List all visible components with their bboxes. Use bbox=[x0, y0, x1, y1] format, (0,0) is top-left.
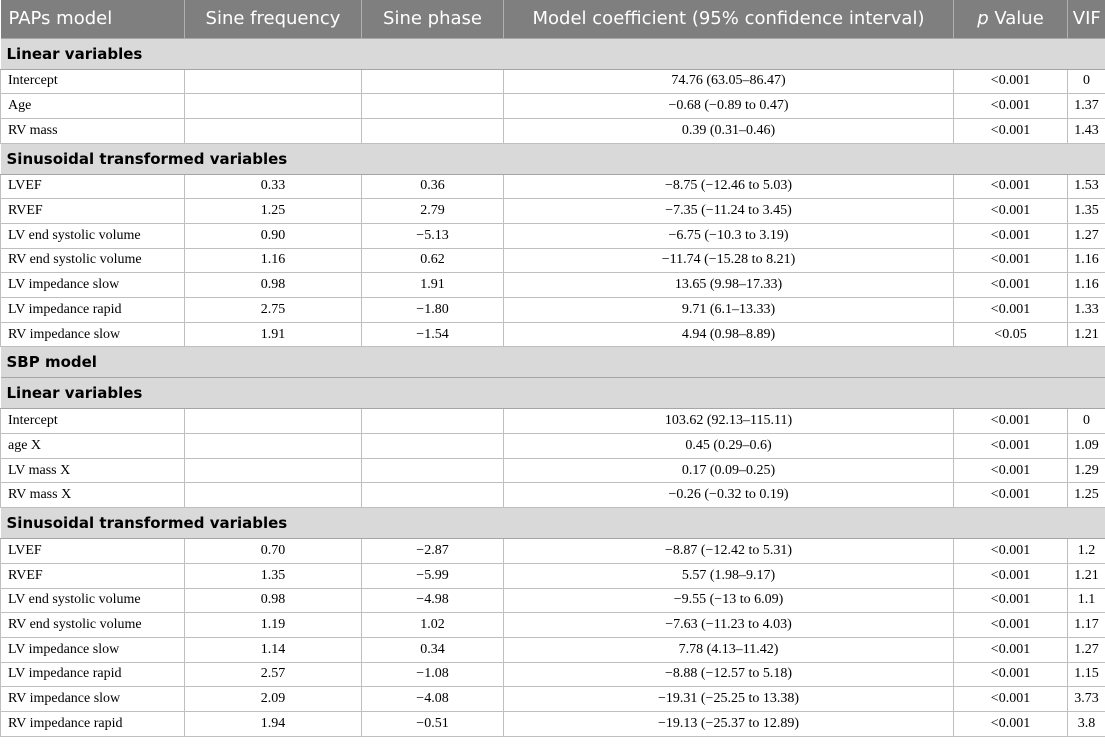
sine-frequency-cell: 1.94 bbox=[185, 711, 362, 736]
sine-phase-cell: 0.62 bbox=[362, 248, 504, 273]
p-value-cell: <0.001 bbox=[954, 458, 1068, 483]
sine-frequency-cell bbox=[185, 434, 362, 459]
sine-phase-cell bbox=[362, 483, 504, 508]
row-name-cell: LV impedance slow bbox=[1, 637, 185, 662]
sine-frequency-cell bbox=[185, 118, 362, 143]
vif-cell: 1.1 bbox=[1068, 588, 1105, 613]
row-name-cell: RV impedance slow bbox=[1, 322, 185, 347]
sine-phase-cell: 0.34 bbox=[362, 637, 504, 662]
table-row bbox=[1, 563, 1105, 588]
table-row bbox=[1, 539, 1105, 564]
row-name-cell: LV end systolic volume bbox=[1, 588, 185, 613]
table-row bbox=[1, 637, 1105, 662]
table-row bbox=[1, 458, 1105, 483]
sine-frequency-cell: 0.90 bbox=[185, 223, 362, 248]
section-header-row bbox=[1, 143, 1105, 174]
sine-phase-cell: −2.87 bbox=[362, 539, 504, 564]
table-row bbox=[1, 687, 1105, 712]
p-value-cell: <0.001 bbox=[954, 563, 1068, 588]
row-name-cell: RV mass bbox=[1, 118, 185, 143]
p-value-cell: <0.001 bbox=[954, 118, 1068, 143]
model-coefficient-cell: 103.62 (92.13–115.11) bbox=[504, 409, 954, 434]
sine-frequency-cell: 1.25 bbox=[185, 199, 362, 224]
sine-phase-cell bbox=[362, 434, 504, 459]
section-header-row bbox=[1, 347, 1105, 378]
sine-frequency-cell: 0.98 bbox=[185, 588, 362, 613]
sine-phase-cell: 1.02 bbox=[362, 613, 504, 638]
vif-cell: 1.21 bbox=[1068, 322, 1105, 347]
sine-frequency-cell bbox=[185, 483, 362, 508]
p-value-cell: <0.001 bbox=[954, 199, 1068, 224]
table-row bbox=[1, 588, 1105, 613]
sine-phase-cell: −1.54 bbox=[362, 322, 504, 347]
table-row bbox=[1, 69, 1105, 94]
model-coefficient-cell: −6.75 (−10.3 to 3.19) bbox=[504, 223, 954, 248]
model-coefficient-cell: −19.31 (−25.25 to 13.38) bbox=[504, 687, 954, 712]
vif-cell: 1.09 bbox=[1068, 434, 1105, 459]
row-name-cell: LVEF bbox=[1, 174, 185, 199]
sine-phase-cell: 1.91 bbox=[362, 273, 504, 298]
vif-cell: 1.21 bbox=[1068, 563, 1105, 588]
sine-phase-cell bbox=[362, 409, 504, 434]
p-value-cell: <0.001 bbox=[954, 711, 1068, 736]
sine-frequency-cell: 0.98 bbox=[185, 273, 362, 298]
vif-cell: 1.15 bbox=[1068, 662, 1105, 687]
section-title: Sinusoidal transformed variables bbox=[1, 143, 1105, 174]
row-name-cell: RVEF bbox=[1, 563, 185, 588]
p-value-cell: <0.001 bbox=[954, 483, 1068, 508]
header-model-coefficient: Model coefficient (95% confidence interval) bbox=[504, 0, 954, 38]
p-value-cell: <0.001 bbox=[954, 409, 1068, 434]
section-header-row bbox=[1, 378, 1105, 409]
row-name-cell: LVEF bbox=[1, 539, 185, 564]
section-title: Linear variables bbox=[1, 38, 1105, 69]
sine-frequency-cell: 1.19 bbox=[185, 613, 362, 638]
model-coefficient-cell: −9.55 (−13 to 6.09) bbox=[504, 588, 954, 613]
row-name-cell: LV impedance rapid bbox=[1, 298, 185, 323]
sine-phase-cell: −4.08 bbox=[362, 687, 504, 712]
table-row bbox=[1, 118, 1105, 143]
row-name-cell: RV impedance slow bbox=[1, 687, 185, 712]
table-row bbox=[1, 662, 1105, 687]
sine-frequency-cell: 1.35 bbox=[185, 563, 362, 588]
section-title: Linear variables bbox=[1, 378, 1105, 409]
header-p-value bbox=[954, 0, 1068, 38]
table-row bbox=[1, 199, 1105, 224]
model-coefficient-cell: 5.57 (1.98–9.17) bbox=[504, 563, 954, 588]
sine-phase-cell bbox=[362, 94, 504, 119]
model-coefficient-cell: −8.88 (−12.57 to 5.18) bbox=[504, 662, 954, 687]
model-coefficient-cell: −8.75 (−12.46 to 5.03) bbox=[504, 174, 954, 199]
model-coefficient-cell: 4.94 (0.98–8.89) bbox=[504, 322, 954, 347]
sine-phase-cell: −1.08 bbox=[362, 662, 504, 687]
p-value-cell: <0.001 bbox=[954, 273, 1068, 298]
model-coefficient-cell: −0.26 (−0.32 to 0.19) bbox=[504, 483, 954, 508]
sine-frequency-cell: 2.75 bbox=[185, 298, 362, 323]
vif-cell: 1.37 bbox=[1068, 94, 1105, 119]
row-name-cell: LV impedance slow bbox=[1, 273, 185, 298]
row-name-cell: RVEF bbox=[1, 199, 185, 224]
table-row bbox=[1, 223, 1105, 248]
header-p-rest: Value bbox=[988, 8, 1044, 30]
vif-cell: 1.27 bbox=[1068, 637, 1105, 662]
sine-phase-cell: −1.80 bbox=[362, 298, 504, 323]
model-coefficient-cell: −7.35 (−11.24 to 3.45) bbox=[504, 199, 954, 224]
row-name-cell: Age bbox=[1, 94, 185, 119]
table-row bbox=[1, 248, 1105, 273]
sine-phase-cell bbox=[362, 118, 504, 143]
sine-frequency-cell: 0.33 bbox=[185, 174, 362, 199]
vif-cell: 3.73 bbox=[1068, 687, 1105, 712]
sine-frequency-cell: 2.57 bbox=[185, 662, 362, 687]
table-row bbox=[1, 434, 1105, 459]
header-vif: VIF bbox=[1068, 0, 1105, 38]
model-coefficient-cell: 0.39 (0.31–0.46) bbox=[504, 118, 954, 143]
sine-phase-cell: −5.13 bbox=[362, 223, 504, 248]
section-title: SBP model bbox=[1, 347, 1105, 378]
vif-cell: 1.27 bbox=[1068, 223, 1105, 248]
sine-frequency-cell bbox=[185, 458, 362, 483]
section-header-row bbox=[1, 508, 1105, 539]
table-row bbox=[1, 409, 1105, 434]
model-coefficient-cell: 9.71 (6.1–13.33) bbox=[504, 298, 954, 323]
model-coefficient-cell: 7.78 (4.13–11.42) bbox=[504, 637, 954, 662]
model-coefficient-cell: −8.87 (−12.42 to 5.31) bbox=[504, 539, 954, 564]
row-name-cell: LV impedance rapid bbox=[1, 662, 185, 687]
p-value-cell: <0.001 bbox=[954, 662, 1068, 687]
sine-frequency-cell: 1.16 bbox=[185, 248, 362, 273]
sine-frequency-cell bbox=[185, 94, 362, 119]
model-coefficient-cell: 13.65 (9.98–17.33) bbox=[504, 273, 954, 298]
row-name-cell: RV impedance rapid bbox=[1, 711, 185, 736]
p-value-cell: <0.001 bbox=[954, 539, 1068, 564]
table-row bbox=[1, 711, 1105, 736]
sine-frequency-cell: 1.14 bbox=[185, 637, 362, 662]
p-value-cell: <0.001 bbox=[954, 613, 1068, 638]
vif-cell: 0 bbox=[1068, 409, 1105, 434]
row-name-cell: LV end systolic volume bbox=[1, 223, 185, 248]
vif-cell: 1.29 bbox=[1068, 458, 1105, 483]
p-value-cell: <0.001 bbox=[954, 588, 1068, 613]
row-name-cell: RV end systolic volume bbox=[1, 248, 185, 273]
table-row bbox=[1, 613, 1105, 638]
table-row bbox=[1, 273, 1105, 298]
p-value-cell: <0.001 bbox=[954, 687, 1068, 712]
p-value-cell: <0.001 bbox=[954, 94, 1068, 119]
vif-cell: 1.17 bbox=[1068, 613, 1105, 638]
model-coefficient-cell: −0.68 (−0.89 to 0.47) bbox=[504, 94, 954, 119]
header-sine-phase: Sine phase bbox=[362, 0, 504, 38]
row-name-cell: LV mass X bbox=[1, 458, 185, 483]
sine-phase-cell: −0.51 bbox=[362, 711, 504, 736]
model-coefficient-cell: −7.63 (−11.23 to 4.03) bbox=[504, 613, 954, 638]
sine-phase-cell: 2.79 bbox=[362, 199, 504, 224]
header-sine-frequency: Sine frequency bbox=[185, 0, 362, 38]
sine-frequency-cell bbox=[185, 409, 362, 434]
header-p-italic: p bbox=[977, 8, 989, 30]
sine-frequency-cell: 2.09 bbox=[185, 687, 362, 712]
row-name-cell: RV mass X bbox=[1, 483, 185, 508]
model-coefficient-cell: −19.13 (−25.37 to 12.89) bbox=[504, 711, 954, 736]
header-model: PAPs model bbox=[1, 0, 185, 38]
vif-cell: 1.2 bbox=[1068, 539, 1105, 564]
vif-cell: 1.16 bbox=[1068, 248, 1105, 273]
table-body bbox=[1, 38, 1105, 736]
header-row bbox=[1, 0, 1105, 38]
sine-frequency-cell: 1.91 bbox=[185, 322, 362, 347]
row-name-cell: Intercept bbox=[1, 69, 185, 94]
vif-cell: 0 bbox=[1068, 69, 1105, 94]
p-value-cell: <0.001 bbox=[954, 248, 1068, 273]
sine-phase-cell: 0.36 bbox=[362, 174, 504, 199]
table-row bbox=[1, 94, 1105, 119]
p-value-cell: <0.001 bbox=[954, 223, 1068, 248]
vif-cell: 1.43 bbox=[1068, 118, 1105, 143]
sine-phase-cell bbox=[362, 458, 504, 483]
p-value-cell: <0.001 bbox=[954, 174, 1068, 199]
p-value-cell: <0.001 bbox=[954, 298, 1068, 323]
model-coefficient-cell: 0.17 (0.09–0.25) bbox=[504, 458, 954, 483]
sine-phase-cell bbox=[362, 69, 504, 94]
row-name-cell: RV end systolic volume bbox=[1, 613, 185, 638]
section-header-row bbox=[1, 38, 1105, 69]
vif-cell: 1.25 bbox=[1068, 483, 1105, 508]
p-value-cell: <0.001 bbox=[954, 434, 1068, 459]
p-value-cell: <0.001 bbox=[954, 637, 1068, 662]
table-row bbox=[1, 322, 1105, 347]
vif-cell: 1.16 bbox=[1068, 273, 1105, 298]
sine-frequency-cell bbox=[185, 69, 362, 94]
model-coefficient-cell: 74.76 (63.05–86.47) bbox=[504, 69, 954, 94]
row-name-cell: Intercept bbox=[1, 409, 185, 434]
p-value-cell: <0.001 bbox=[954, 69, 1068, 94]
vif-cell: 1.53 bbox=[1068, 174, 1105, 199]
model-coefficient-cell: −11.74 (−15.28 to 8.21) bbox=[504, 248, 954, 273]
table-row bbox=[1, 483, 1105, 508]
p-value-cell: <0.05 bbox=[954, 322, 1068, 347]
sine-frequency-cell: 0.70 bbox=[185, 539, 362, 564]
vif-cell: 1.33 bbox=[1068, 298, 1105, 323]
sine-phase-cell: −4.98 bbox=[362, 588, 504, 613]
model-coefficient-cell: 0.45 (0.29–0.6) bbox=[504, 434, 954, 459]
vif-cell: 1.35 bbox=[1068, 199, 1105, 224]
sine-phase-cell: −5.99 bbox=[362, 563, 504, 588]
table-row bbox=[1, 174, 1105, 199]
vif-cell: 3.8 bbox=[1068, 711, 1105, 736]
row-name-cell: age X bbox=[1, 434, 185, 459]
section-title: Sinusoidal transformed variables bbox=[1, 508, 1105, 539]
table-row bbox=[1, 298, 1105, 323]
